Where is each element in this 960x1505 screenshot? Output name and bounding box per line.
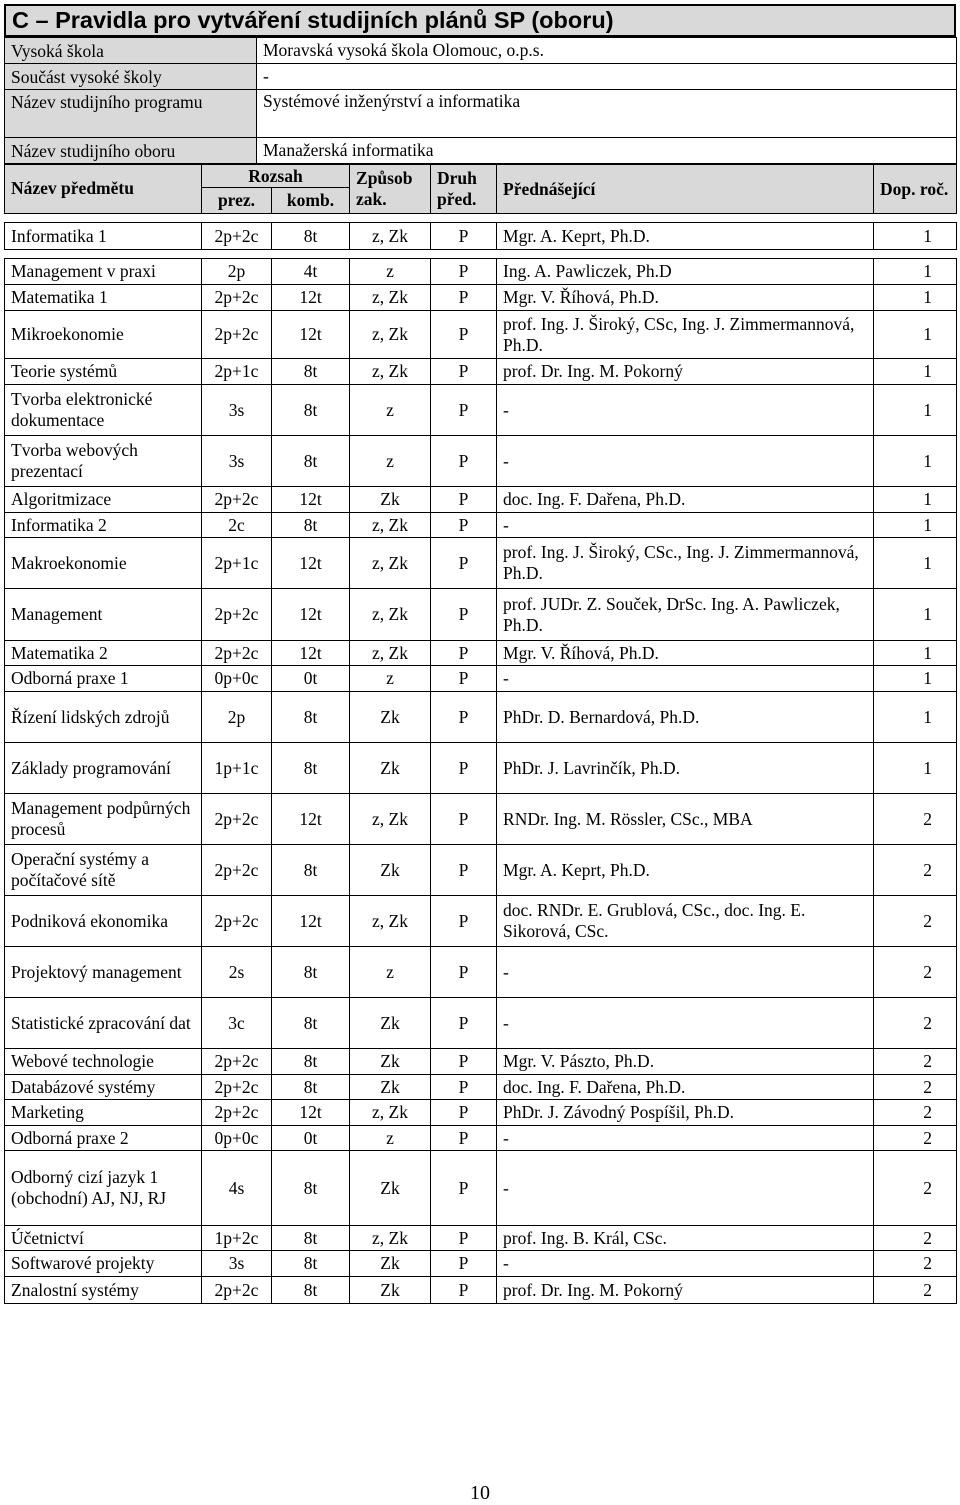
completion-method: z [350, 666, 431, 692]
course-type: P [431, 1277, 497, 1304]
range-komb: 8t [272, 513, 350, 538]
range-komb: 0t [272, 666, 350, 692]
range-prez: 2p+2c [202, 1277, 272, 1304]
recommended-year: 2 [874, 1151, 957, 1226]
range-prez: 2p+2c [202, 794, 272, 845]
range-komb: 8t [272, 743, 350, 794]
subject-name: Teorie systémů [5, 359, 202, 385]
lecturer: Mgr. V. Říhová, Ph.D. [497, 285, 874, 311]
subject-name: Odborný cizí jazyk 1 (obchodní) AJ, NJ, RJ [5, 1151, 202, 1226]
info-value: Manažerská informatika [257, 138, 957, 164]
table-row [5, 359, 957, 385]
course-type: P [431, 1151, 497, 1226]
completion-method: Zk [350, 1049, 431, 1075]
course-type: P [431, 589, 497, 641]
completion-method: Zk [350, 487, 431, 513]
range-komb: 8t [272, 223, 350, 250]
info-value: Systémové inženýrství a informatika [257, 90, 957, 138]
completion-method: z [350, 385, 431, 436]
table-row [5, 589, 957, 641]
lecturer: doc. Ing. F. Dařena, Ph.D. [497, 1075, 874, 1100]
completion-method: Zk [350, 998, 431, 1049]
lecturer: - [497, 436, 874, 487]
lecturer: - [497, 666, 874, 692]
table-row [5, 285, 957, 311]
range-prez: 0p+0c [202, 1126, 272, 1151]
recommended-year: 2 [874, 1100, 957, 1126]
completion-method: z, Zk [350, 538, 431, 589]
course-type: P [431, 311, 497, 359]
header-zpusob: Způsob zak. [350, 165, 431, 214]
range-prez: 2p+2c [202, 641, 272, 666]
recommended-year: 1 [874, 385, 957, 436]
recommended-year: 1 [874, 223, 957, 250]
subject-name: Makroekonomie [5, 538, 202, 589]
row-spacer [5, 250, 957, 259]
recommended-year: 2 [874, 1226, 957, 1251]
course-type: P [431, 743, 497, 794]
recommended-year: 1 [874, 666, 957, 692]
course-type: P [431, 947, 497, 998]
range-prez: 2p+2c [202, 311, 272, 359]
range-prez: 2p+1c [202, 359, 272, 385]
table-row [5, 513, 957, 538]
recommended-year: 2 [874, 896, 957, 947]
range-prez: 1p+2c [202, 1226, 272, 1251]
completion-method: z, Zk [350, 359, 431, 385]
recommended-year: 2 [874, 947, 957, 998]
table-row [5, 692, 957, 743]
info-value: Moravská vysoká škola Olomouc, o.p.s. [257, 38, 957, 64]
subject-name: Projektový management [5, 947, 202, 998]
range-komb: 12t [272, 794, 350, 845]
lecturer: - [497, 1126, 874, 1151]
recommended-year: 1 [874, 641, 957, 666]
range-prez: 2p+2c [202, 1100, 272, 1126]
table-row [5, 487, 957, 513]
course-type: P [431, 1049, 497, 1075]
completion-method: z, Zk [350, 794, 431, 845]
course-type: P [431, 896, 497, 947]
table-row [5, 436, 957, 487]
recommended-year: 2 [874, 998, 957, 1049]
recommended-year: 2 [874, 1251, 957, 1277]
table-row [5, 1151, 957, 1226]
lecturer: Mgr. V. Říhová, Ph.D. [497, 641, 874, 666]
range-prez: 0p+0c [202, 666, 272, 692]
course-type: P [431, 538, 497, 589]
header-subject: Název předmětu [5, 165, 202, 214]
subject-name: Základy programování [5, 743, 202, 794]
page-number: 10 [470, 1482, 490, 1504]
table-row [5, 538, 957, 589]
info-row [5, 138, 957, 164]
range-komb: 12t [272, 285, 350, 311]
recommended-year: 1 [874, 311, 957, 359]
recommended-year: 2 [874, 1277, 957, 1304]
range-komb: 12t [272, 896, 350, 947]
subject-name: Marketing [5, 1100, 202, 1126]
subject-name: Softwarové projekty [5, 1251, 202, 1277]
subject-name: Informatika 2 [5, 513, 202, 538]
table-row [5, 1251, 957, 1277]
completion-method: z, Zk [350, 589, 431, 641]
completion-method: z [350, 1126, 431, 1151]
subject-name: Řízení lidských zdrojů [5, 692, 202, 743]
course-type: P [431, 513, 497, 538]
completion-method: z, Zk [350, 223, 431, 250]
range-prez: 2p+2c [202, 285, 272, 311]
completion-method: Zk [350, 1251, 431, 1277]
completion-method: z, Zk [350, 1100, 431, 1126]
completion-method: Zk [350, 743, 431, 794]
table-row [5, 1100, 957, 1126]
completion-method: z, Zk [350, 641, 431, 666]
subject-name: Matematika 1 [5, 285, 202, 311]
range-prez: 2p+2c [202, 1075, 272, 1100]
subject-name: Znalostní systémy [5, 1277, 202, 1304]
table-row [5, 845, 957, 896]
info-table [4, 37, 957, 164]
range-komb: 8t [272, 1049, 350, 1075]
range-prez: 2p+1c [202, 538, 272, 589]
course-type: P [431, 1226, 497, 1251]
course-type: P [431, 487, 497, 513]
range-komb: 8t [272, 1277, 350, 1304]
table-row [5, 385, 957, 436]
recommended-year: 2 [874, 1049, 957, 1075]
range-komb: 8t [272, 436, 350, 487]
lecturer: PhDr. J. Závodný Pospíšil, Ph.D. [497, 1100, 874, 1126]
range-komb: 8t [272, 1226, 350, 1251]
subject-name: Účetnictví [5, 1226, 202, 1251]
range-komb: 8t [272, 385, 350, 436]
recommended-year: 1 [874, 259, 957, 285]
range-prez: 2p+2c [202, 896, 272, 947]
course-type: P [431, 436, 497, 487]
recommended-year: 1 [874, 359, 957, 385]
table-row [5, 896, 957, 947]
recommended-year: 1 [874, 743, 957, 794]
lecturer: prof. JUDr. Z. Souček, DrSc. Ing. A. Pawliczek, Ph.D. [497, 589, 874, 641]
lecturer: Ing. A. Pawliczek, Ph.D [497, 259, 874, 285]
subjects-table [4, 164, 957, 1304]
range-prez: 2c [202, 513, 272, 538]
course-type: P [431, 259, 497, 285]
table-row [5, 998, 957, 1049]
course-type: P [431, 794, 497, 845]
range-prez: 3s [202, 385, 272, 436]
range-prez: 2p+2c [202, 1049, 272, 1075]
lecturer: Mgr. A. Keprt, Ph.D. [497, 845, 874, 896]
range-komb: 12t [272, 487, 350, 513]
subject-name: Management podpůrných procesů [5, 794, 202, 845]
range-komb: 12t [272, 589, 350, 641]
course-type: P [431, 285, 497, 311]
completion-method: z, Zk [350, 896, 431, 947]
range-prez: 1p+1c [202, 743, 272, 794]
subject-name: Management [5, 589, 202, 641]
subject-name: Databázové systémy [5, 1075, 202, 1100]
table-row [5, 947, 957, 998]
course-type: P [431, 1126, 497, 1151]
header-komb: komb. [272, 188, 350, 214]
lecturer: - [497, 513, 874, 538]
range-komb: 8t [272, 1251, 350, 1277]
course-type: P [431, 385, 497, 436]
info-row [5, 38, 957, 64]
range-prez: 3c [202, 998, 272, 1049]
lecturer: - [497, 947, 874, 998]
header-lecturer: Přednášející [497, 165, 874, 214]
table-row [5, 666, 957, 692]
recommended-year: 2 [874, 1126, 957, 1151]
recommended-year: 1 [874, 692, 957, 743]
header-druh: Druh před. [431, 165, 497, 214]
course-type: P [431, 359, 497, 385]
table-row [5, 1126, 957, 1151]
subject-name: Informatika 1 [5, 223, 202, 250]
course-type: P [431, 845, 497, 896]
subject-name: Tvorba elektronické dokumentace [5, 385, 202, 436]
completion-method: Zk [350, 692, 431, 743]
range-komb: 12t [272, 1100, 350, 1126]
subject-name: Statistické zpracování dat [5, 998, 202, 1049]
page-title: C – Pravidla pro vytváření studijních plánů SP (oboru) [4, 4, 956, 37]
table-row [5, 311, 957, 359]
table-row [5, 641, 957, 666]
subject-name: Operační systémy a počítačové sítě [5, 845, 202, 896]
subject-name: Webové technologie [5, 1049, 202, 1075]
table-header [5, 165, 957, 223]
range-komb: 4t [272, 259, 350, 285]
info-label: Název studijního oboru [5, 138, 257, 164]
completion-method: z [350, 947, 431, 998]
recommended-year: 1 [874, 538, 957, 589]
lecturer: doc. Ing. F. Dařena, Ph.D. [497, 487, 874, 513]
range-komb: 12t [272, 641, 350, 666]
range-prez: 2p+2c [202, 845, 272, 896]
table-row [5, 223, 957, 250]
header-spacer [5, 214, 957, 223]
completion-method: z, Zk [350, 1226, 431, 1251]
lecturer: PhDr. J. Lavrinčík, Ph.D. [497, 743, 874, 794]
table-row [5, 1226, 957, 1251]
course-type: P [431, 998, 497, 1049]
info-label: Součást vysoké školy [5, 64, 257, 90]
completion-method: Zk [350, 1075, 431, 1100]
header-year: Dop. roč. [874, 165, 957, 214]
lecturer: prof. Dr. Ing. M. Pokorný [497, 359, 874, 385]
table-row [5, 1277, 957, 1304]
info-label: Vysoká škola [5, 38, 257, 64]
table-row [5, 1049, 957, 1075]
range-komb: 8t [272, 947, 350, 998]
lecturer: Mgr. V. Pászto, Ph.D. [497, 1049, 874, 1075]
lecturer: - [497, 998, 874, 1049]
course-type: P [431, 641, 497, 666]
lecturer: - [497, 1251, 874, 1277]
completion-method: z, Zk [350, 311, 431, 359]
completion-method: z, Zk [350, 513, 431, 538]
recommended-year: 2 [874, 794, 957, 845]
range-prez: 3s [202, 1251, 272, 1277]
course-type: P [431, 1075, 497, 1100]
completion-method: z, Zk [350, 285, 431, 311]
range-prez: 2p+2c [202, 487, 272, 513]
recommended-year: 1 [874, 285, 957, 311]
info-row [5, 64, 957, 90]
table-row [5, 743, 957, 794]
lecturer: RNDr. Ing. M. Rössler, CSc., MBA [497, 794, 874, 845]
document-page [4, 4, 956, 1304]
recommended-year: 1 [874, 436, 957, 487]
subject-name: Odborná praxe 1 [5, 666, 202, 692]
table-body [5, 223, 957, 1304]
lecturer: PhDr. D. Bernardová, Ph.D. [497, 692, 874, 743]
subject-name: Management v praxi [5, 259, 202, 285]
range-prez: 3s [202, 436, 272, 487]
range-prez: 4s [202, 1151, 272, 1226]
lecturer: prof. Dr. Ing. M. Pokorný [497, 1277, 874, 1304]
recommended-year: 2 [874, 845, 957, 896]
table-row [5, 1075, 957, 1100]
subject-name: Mikroekonomie [5, 311, 202, 359]
header-prez: prez. [202, 188, 272, 214]
lecturer: - [497, 385, 874, 436]
lecturer: prof. Ing. J. Široký, CSc., Ing. J. Zimmermannová, Ph.D. [497, 538, 874, 589]
lecturer: doc. RNDr. E. Grublová, CSc., doc. Ing. E. Sikorová, CSc. [497, 896, 874, 947]
range-prez: 2p+2c [202, 223, 272, 250]
completion-method: Zk [350, 845, 431, 896]
completion-method: Zk [350, 1277, 431, 1304]
completion-method: z [350, 436, 431, 487]
completion-method: z [350, 259, 431, 285]
lecturer: Mgr. A. Keprt, Ph.D. [497, 223, 874, 250]
range-komb: 12t [272, 311, 350, 359]
subject-name: Odborná praxe 2 [5, 1126, 202, 1151]
course-type: P [431, 1251, 497, 1277]
lecturer: - [497, 1151, 874, 1226]
range-komb: 8t [272, 692, 350, 743]
range-komb: 8t [272, 845, 350, 896]
completion-method: Zk [350, 1151, 431, 1226]
table-row [5, 259, 957, 285]
course-type: P [431, 692, 497, 743]
info-label: Název studijního programu [5, 90, 257, 138]
info-row [5, 90, 957, 138]
course-type: P [431, 1100, 497, 1126]
subject-name: Algoritmizace [5, 487, 202, 513]
course-type: P [431, 666, 497, 692]
range-komb: 0t [272, 1126, 350, 1151]
recommended-year: 1 [874, 487, 957, 513]
info-value: - [257, 64, 957, 90]
recommended-year: 1 [874, 513, 957, 538]
subject-name: Matematika 2 [5, 641, 202, 666]
range-komb: 12t [272, 538, 350, 589]
lecturer: prof. Ing. J. Široký, CSc, Ing. J. Zimmermannová, Ph.D. [497, 311, 874, 359]
range-prez: 2p [202, 259, 272, 285]
range-prez: 2s [202, 947, 272, 998]
table-row [5, 794, 957, 845]
recommended-year: 1 [874, 589, 957, 641]
recommended-year: 2 [874, 1075, 957, 1100]
range-komb: 8t [272, 998, 350, 1049]
range-prez: 2p+2c [202, 589, 272, 641]
range-komb: 8t [272, 1075, 350, 1100]
course-type: P [431, 223, 497, 250]
header-rozsah: Rozsah [202, 165, 350, 188]
subject-name: Podniková ekonomika [5, 896, 202, 947]
range-komb: 8t [272, 1151, 350, 1226]
range-komb: 8t [272, 359, 350, 385]
lecturer: prof. Ing. B. Král, CSc. [497, 1226, 874, 1251]
range-prez: 2p [202, 692, 272, 743]
subject-name: Tvorba webových prezentací [5, 436, 202, 487]
